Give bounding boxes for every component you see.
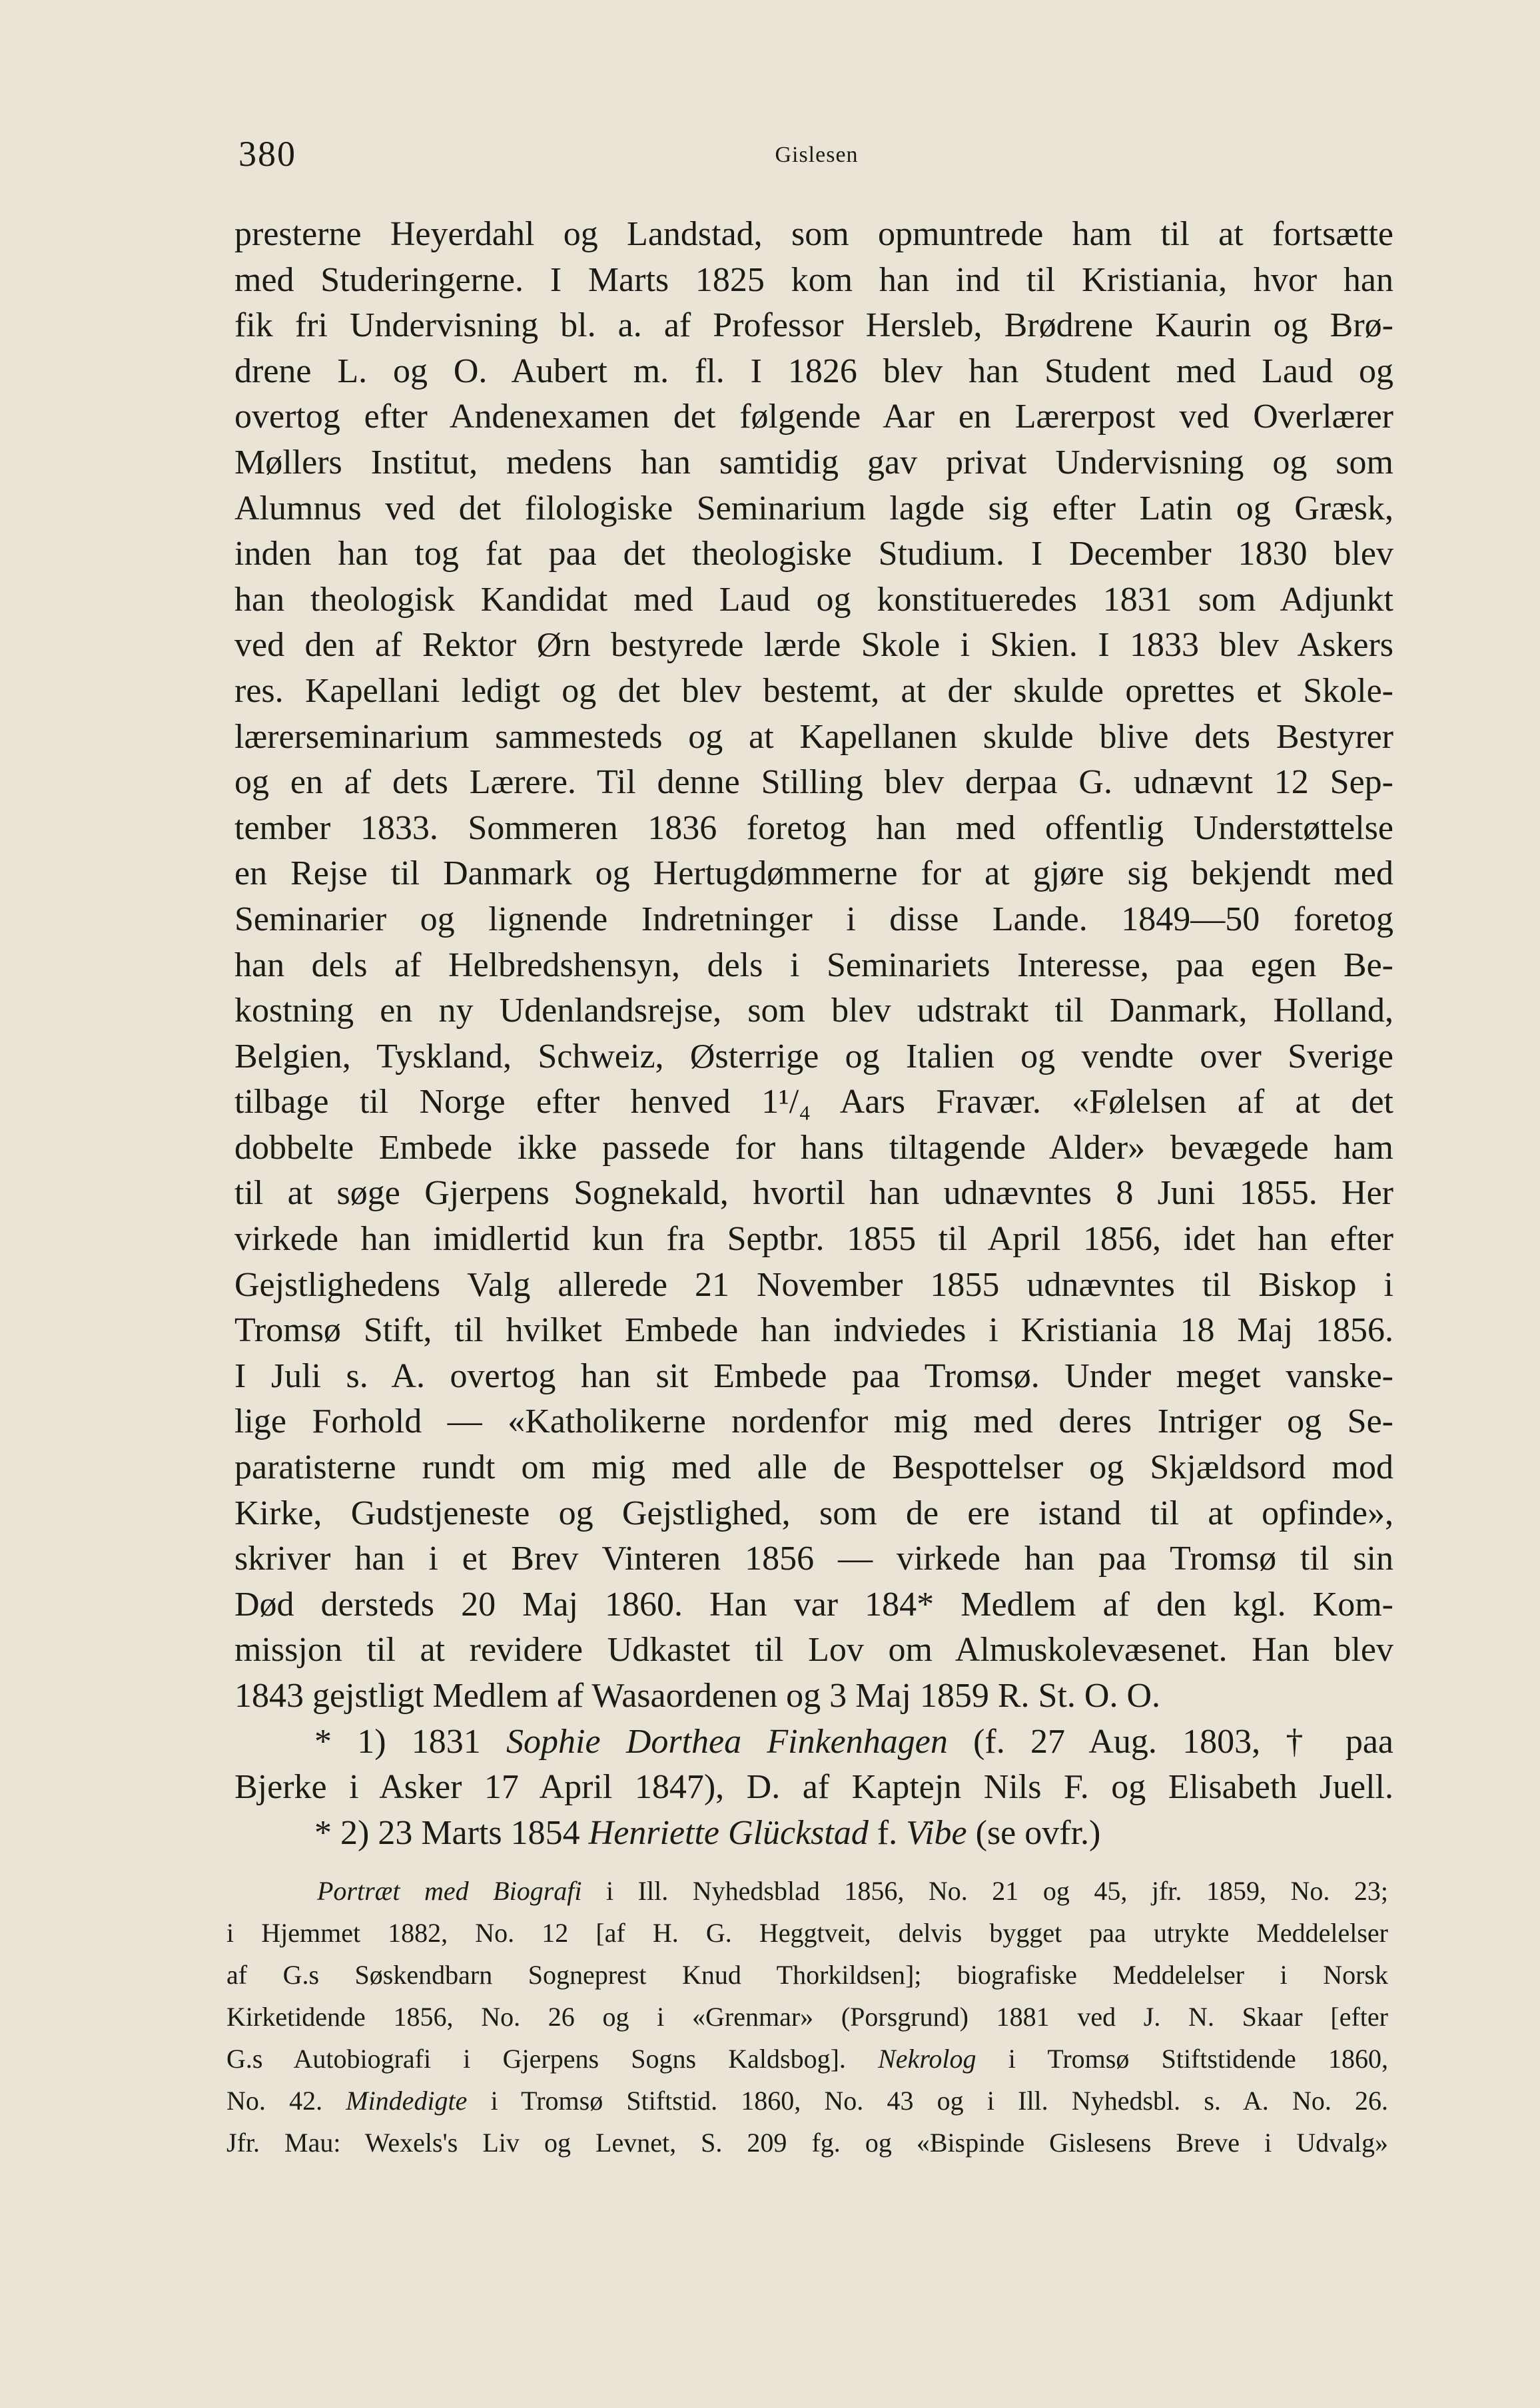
reference-text: i Ill. Nyhedsblad 1856, No. 21 og 45, jfr. 1859, No. 23; — [581, 1876, 1389, 1906]
body-line: Seminarier og lignende Indretninger i disse Lande. 1849—50 foretog — [234, 900, 1393, 938]
body-line: Belgien, Tyskland, Schweiz, Østerrige og Italien og vendte over Sverige — [234, 1037, 1393, 1075]
reference-text: No. 42. — [226, 2086, 346, 2116]
body-line: inden han tog fat paa det theologiske Studium. I December 1830 blev — [234, 535, 1393, 573]
body-line: Død dersteds 20 Maj 1860. Han var 184* Medlem af den kgl. Kom- — [234, 1585, 1393, 1624]
reference-line — [226, 2038, 1388, 2080]
body-line: drene L. og O. Aubert m. fl. I 1826 blev han Student med Laud og — [234, 352, 1393, 390]
reference-line: af G.s Søskendbarn Sogneprest Knud Thorkildsen]; biografiske Meddelelser i Norsk — [226, 1960, 1388, 1990]
body-line: lærerseminarium sammesteds og at Kapellanen skulde blive dets Bestyrer — [234, 717, 1393, 756]
body-line: I Juli s. A. overtog han sit Embede paa Tromsø. Under meget vanske- — [234, 1356, 1393, 1395]
reference-line: Kirketidende 1856, No. 26 og i «Grenmar» (Porsgrund) 1881 ved J. N. Skaar [efter — [226, 2002, 1388, 2032]
body-line: han dels af Helbredshensyn, dels i Seminariets Interesse, paa egen Be- — [234, 946, 1393, 984]
marriage-1-line-1 — [234, 1719, 1393, 1765]
spouse-2-name: Henriette Glückstad — [588, 1813, 869, 1852]
marriage-1-prefix: * 1) 1831 — [314, 1722, 507, 1761]
body-line: virkede han imidlertid kun fra Septbr. 1855 til April 1856, idet han efter — [234, 1220, 1393, 1259]
references — [226, 1870, 1388, 2164]
spouse-1-name: Sophie Dorthea Finkenhagen — [506, 1722, 948, 1761]
marriage-2-suffix: (se ovfr.) — [966, 1813, 1101, 1852]
marriage-2-line — [234, 1811, 1393, 1857]
body-line: Alumnus ved det filologiske Seminarium lagde sig efter Latin og Græsk, — [234, 489, 1393, 527]
reference-line: i Hjemmet 1882, No. 12 [af H. G. Heggtveit, delvis bygget paa utrykte Meddelelser — [226, 1918, 1388, 1948]
marriage-1-line-2: Bjerke i Asker 17 April 1847), D. af Kaptejn Nils F. og Elisabeth Juell. — [234, 1768, 1393, 1807]
reference-line: Jfr. Mau: Wexels's Liv og Levnet, S. 209 fg. og «Bispinde Gislesens Breve i Udvalg» — [226, 2128, 1388, 2158]
reference-nekrolog: Nekrolog — [878, 2044, 976, 2074]
page-header — [238, 133, 1395, 180]
body-line: presterne Heyerdahl og Landstad, som opmuntrede ham til at fortsætte — [234, 215, 1393, 253]
spouse-2-maiden-name: Vibe — [906, 1813, 967, 1852]
reference-text: i Tromsø Stiftstidende 1860, — [976, 2044, 1389, 2074]
body-line: tilbage til Norge efter henved 1¹/₄ Aars Fravær. «Følelsen af at det — [234, 1083, 1393, 1121]
body-line: kostning en ny Udenlandsrejse, som blev udstrakt til Danmark, Holland, — [234, 992, 1393, 1030]
reference-mindedigte: Mindedigte — [346, 2086, 468, 2116]
reference-line — [226, 2080, 1388, 2122]
running-head: Gislesen — [775, 143, 859, 167]
reference-text: G.s Autobiografi i Gjerpens Sogns Kaldsbog]. — [226, 2044, 879, 2074]
body-line: Tromsø Stift, til hvilket Embede han indviedes i Kristiania 18 Maj 1856. — [234, 1311, 1393, 1350]
body-line: fik fri Undervisning bl. a. af Professor Hersleb, Brødrene Kaurin og Brø- — [234, 306, 1393, 345]
page-number: 380 — [238, 134, 296, 174]
marriage-1-suffix: (f. 27 Aug. 1803, † paa — [947, 1722, 1393, 1761]
body-line: Gejstlighedens Valg allerede 21 November 1855 udnævntes til Biskop i — [234, 1265, 1393, 1304]
body-line: til at søge Gjerpens Sognekald, hvortil han udnævntes 8 Juni 1855. Her — [234, 1174, 1393, 1213]
body-line: en Rejse til Danmark og Hertugdømmerne for at gjøre sig bekjendt med — [234, 854, 1393, 893]
reference-portrait-title: Portræt med Biografi — [317, 1876, 582, 1906]
body-line: missjon til at revidere Udkastet til Lov om Almuskolevæsenet. Han blev — [234, 1631, 1393, 1669]
body-line: overtog efter Andenexamen det følgende Aar en Lærerpost ved Overlærer — [234, 398, 1393, 436]
body-line: paratisterne rundt om mig med alle de Bespottelser og Skjældsord mod — [234, 1448, 1393, 1487]
body-line: med Studeringerne. I Marts 1825 kom han ind til Kristiania, hvor han — [234, 260, 1393, 299]
reference-line — [226, 1870, 1388, 1912]
body-line: 1843 gejstligt Medlem af Wasaordenen og 3 Maj 1859 R. St. O. O. — [234, 1677, 1161, 1715]
body-line: Kirke, Gudstjeneste og Gejstlighed, som de ere istand til at opfinde», — [234, 1494, 1393, 1532]
body-line: og en af dets Lærere. Til denne Stilling blev derpaa G. udnævnt 12 Sep- — [234, 763, 1393, 802]
body-line: han theologisk Kandidat med Laud og konstitueredes 1831 som Adjunkt — [234, 580, 1393, 619]
body-line: res. Kapellani ledigt og det blev bestemt, at der skulde oprettes et Skole- — [234, 671, 1393, 710]
body-line: ved den af Rektor Ørn bestyrede lærde Skole i Skien. I 1833 blev Askers — [234, 626, 1393, 665]
marriage-2-mid: f. — [868, 1813, 907, 1852]
body-text — [234, 212, 1393, 1856]
body-line: Møllers Institut, medens han samtidig gav privat Undervisning og som — [234, 443, 1393, 481]
marriage-2-prefix: * 2) 23 Marts 1854 — [314, 1813, 589, 1852]
body-line: tember 1833. Sommeren 1836 foretog han med offentlig Understøttelse — [234, 808, 1393, 847]
body-line: skriver han i et Brev Vinteren 1856 — virkede han paa Tromsø til sin — [234, 1540, 1393, 1578]
body-line: lige Forhold — «Katholikerne nordenfor mig med deres Intriger og Se- — [234, 1402, 1393, 1441]
body-line: dobbelte Embede ikke passede for hans tiltagende Alder» bevægede ham — [234, 1128, 1393, 1167]
reference-text: i Tromsø Stiftstid. 1860, No. 43 og i Ill. Nyhedsbl. s. A. No. 26. — [467, 2086, 1388, 2116]
